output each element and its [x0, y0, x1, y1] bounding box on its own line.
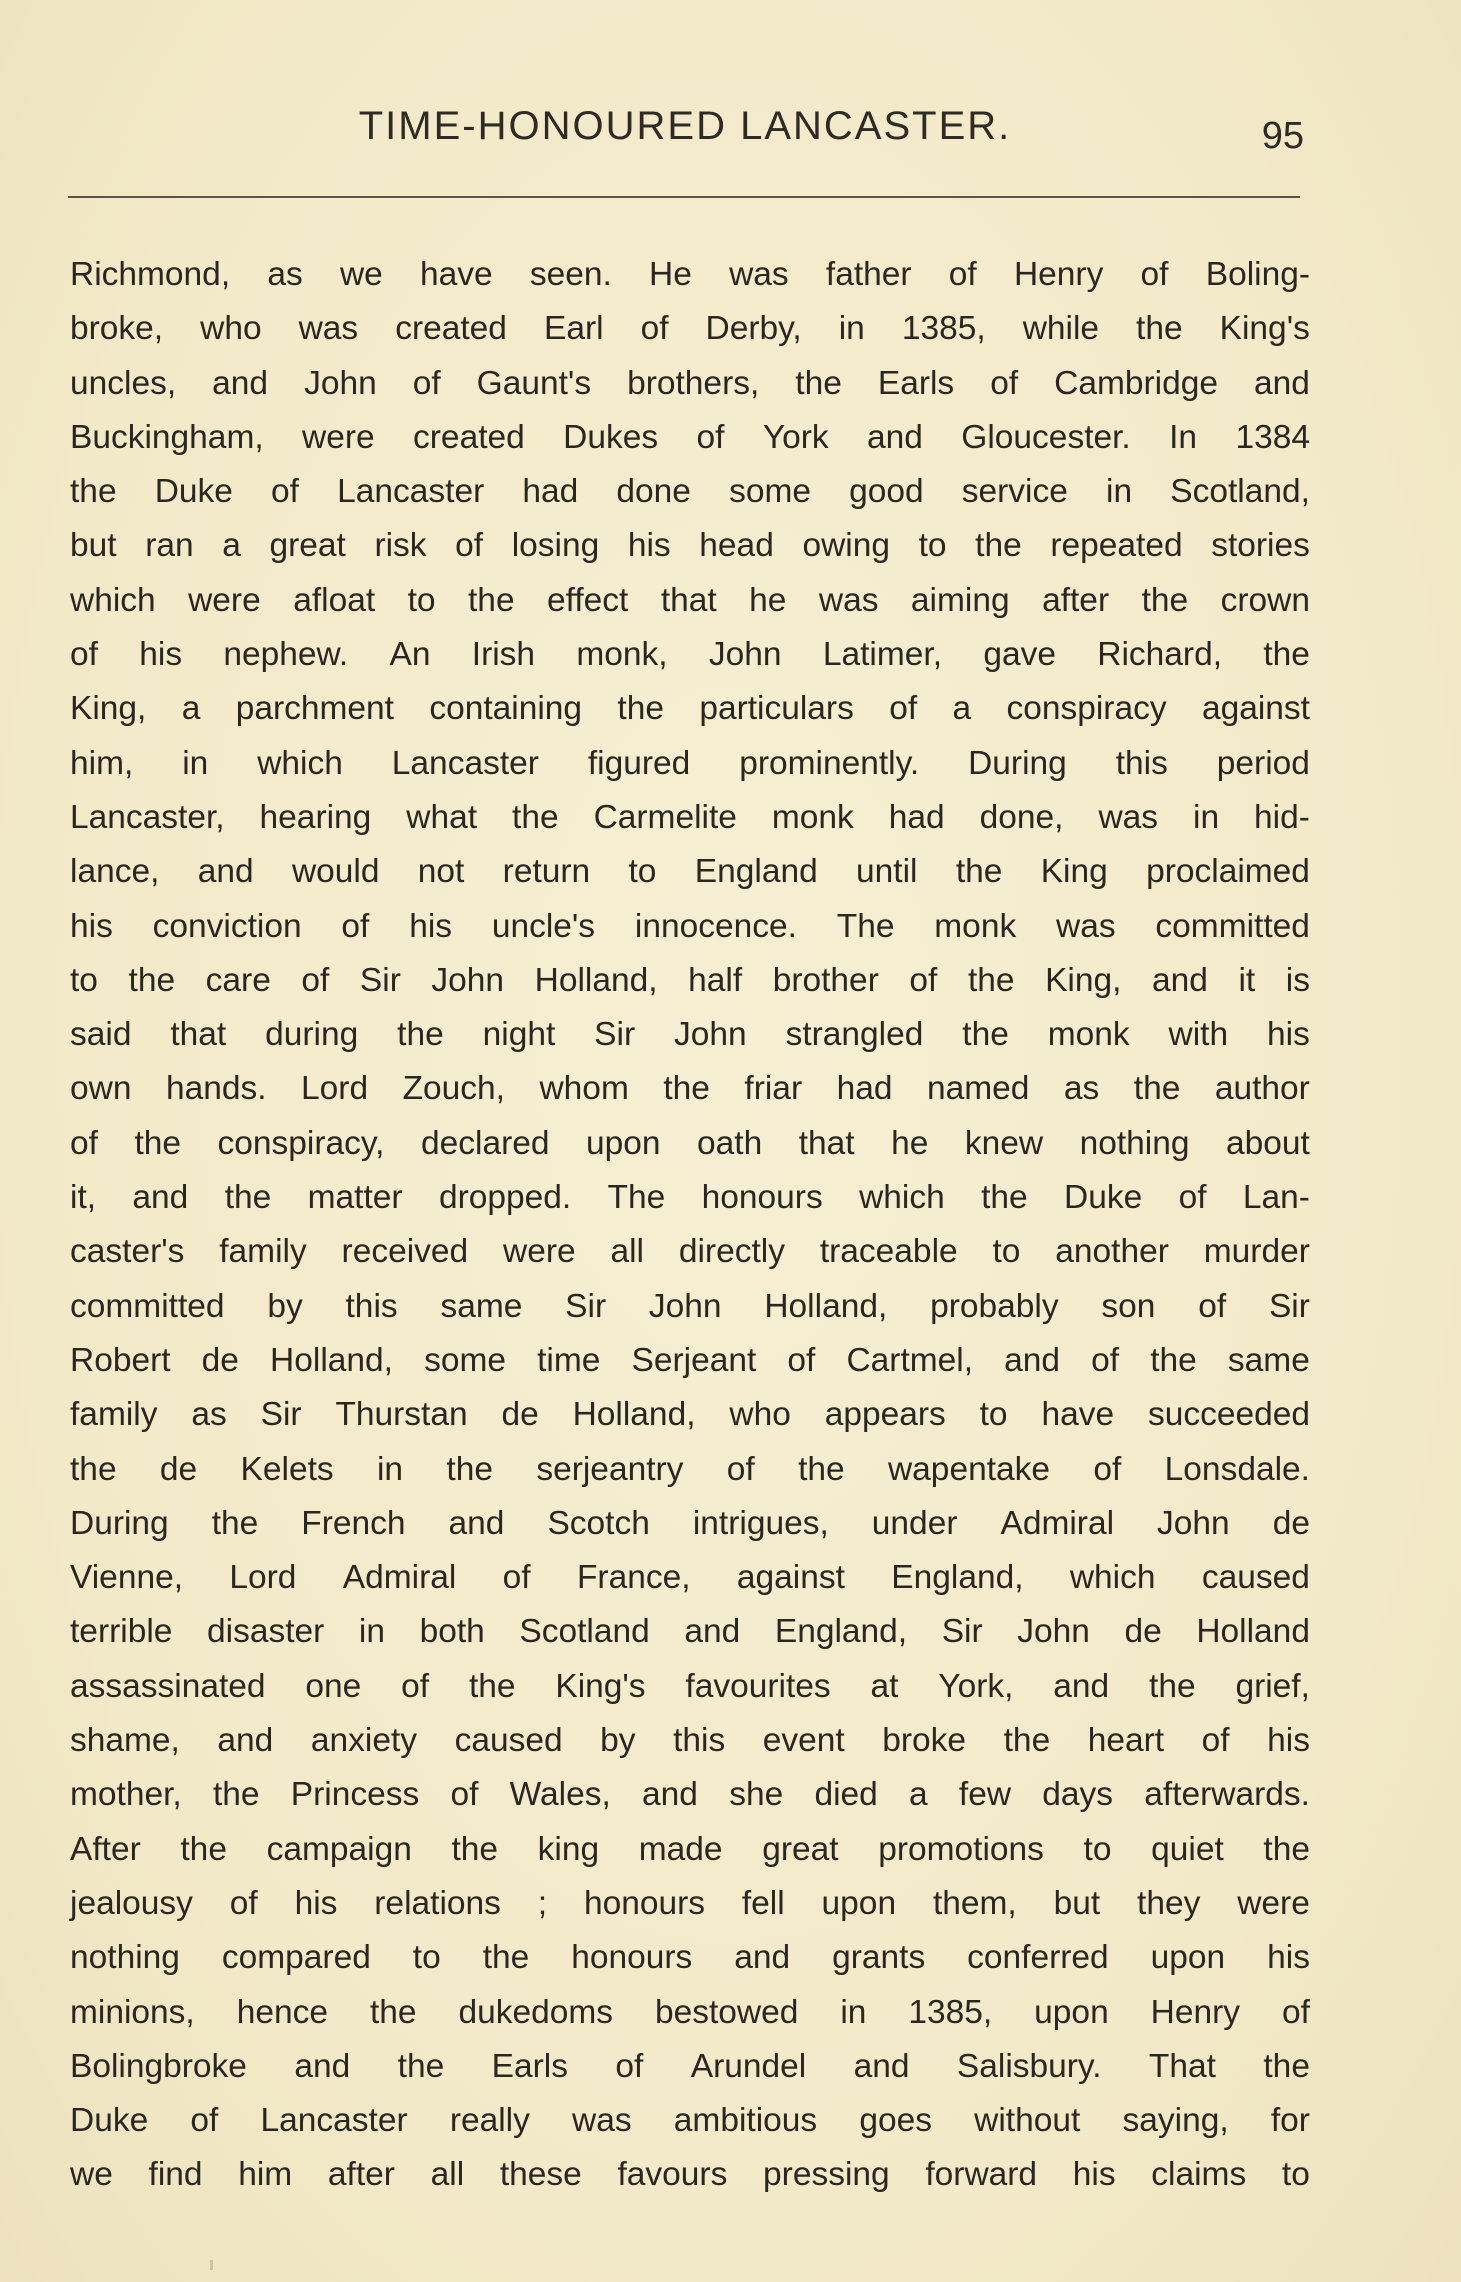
text-line: assassinated one of the King's favourites at York, and the grief, [70, 1667, 1310, 1705]
text-line: of the conspiracy, declared upon oath that he knew nothing about [70, 1124, 1310, 1162]
text-line: the de Kelets in the serjeantry of the wapentake of Lonsdale. [70, 1450, 1310, 1488]
text-line: nothing compared to the honours and grants conferred upon his [70, 1939, 1310, 1977]
text-line: his conviction of his uncle's innocence. The monk was committed [70, 907, 1310, 945]
ink-speck [210, 2260, 213, 2270]
text-line: terrible disaster in both Scotland and England, Sir John de Holland [70, 1613, 1310, 1651]
running-title: TIME-HONOURED LANCASTER. [358, 104, 1012, 148]
page-number: 95 [1261, 115, 1304, 157]
text-line: family as Sir Thurstan de Holland, who appears to have succeeded [70, 1396, 1310, 1434]
text-line: Bolingbroke and the Earls of Arundel and Salisbury. That the [70, 2047, 1310, 2085]
text-line: to the care of Sir John Holland, half brother of the King, and it is [70, 961, 1310, 999]
text-line: minions, hence the dukedoms bestowed in 1385, upon Henry of [70, 1993, 1310, 2031]
text-line: lance, and would not return to England until the King proclaimed [70, 853, 1310, 891]
text-line: we find him after all these favours pressing forward his claims to [70, 2156, 1310, 2194]
body-text [70, 248, 1310, 2203]
text-line: caster's family received were all directly traceable to another murder [70, 1233, 1310, 1271]
text-line: it, and the matter dropped. The honours which the Duke of Lan- [70, 1179, 1310, 1217]
text-line: but ran a great risk of losing his head owing to the repeated stories [70, 527, 1310, 565]
text-line: Duke of Lancaster really was ambitious goes without saying, for [70, 2102, 1310, 2140]
text-line: uncles, and John of Gaunt's brothers, the Earls of Cambridge and [70, 364, 1310, 402]
running-head [70, 96, 1304, 157]
text-line: Buckingham, were created Dukes of York and Gloucester. In 1384 [70, 418, 1310, 456]
text-line: own hands. Lord Zouch, whom the friar had named as the author [70, 1070, 1310, 1108]
text-line: Lancaster, hearing what the Carmelite monk had done, was in hid- [70, 798, 1310, 836]
header-rule [68, 196, 1300, 198]
text-line: King, a parchment containing the particulars of a conspiracy against [70, 690, 1310, 728]
text-line: shame, and anxiety caused by this event broke the heart of his [70, 1722, 1310, 1760]
text-line: the Duke of Lancaster had done some good service in Scotland, [70, 473, 1310, 511]
text-line: committed by this same Sir John Holland, probably son of Sir [70, 1287, 1310, 1325]
text-line: which were afloat to the effect that he was aiming after the crown [70, 581, 1310, 619]
text-line: broke, who was created Earl of Derby, in 1385, while the King's [70, 310, 1310, 348]
text-line: During the French and Scotch intrigues, under Admiral John de [70, 1504, 1310, 1542]
text-line: Richmond, as we have seen. He was father of Henry of Boling- [70, 256, 1310, 293]
text-line: said that during the night Sir John strangled the monk with his [70, 1016, 1310, 1054]
text-line: Robert de Holland, some time Serjeant of Cartmel, and of the same [70, 1341, 1310, 1379]
text-line: of his nephew. An Irish monk, John Latimer, gave Richard, the [70, 636, 1310, 674]
text-line: mother, the Princess of Wales, and she died a few days afterwards. [70, 1776, 1310, 1814]
text-line: After the campaign the king made great promotions to quiet the [70, 1830, 1310, 1868]
text-line: him, in which Lancaster figured prominently. During this period [70, 744, 1310, 782]
text-line: Vienne, Lord Admiral of France, against England, which caused [70, 1559, 1310, 1597]
text-line: jealousy of his relations ; honours fell upon them, but they were [70, 1884, 1310, 1922]
